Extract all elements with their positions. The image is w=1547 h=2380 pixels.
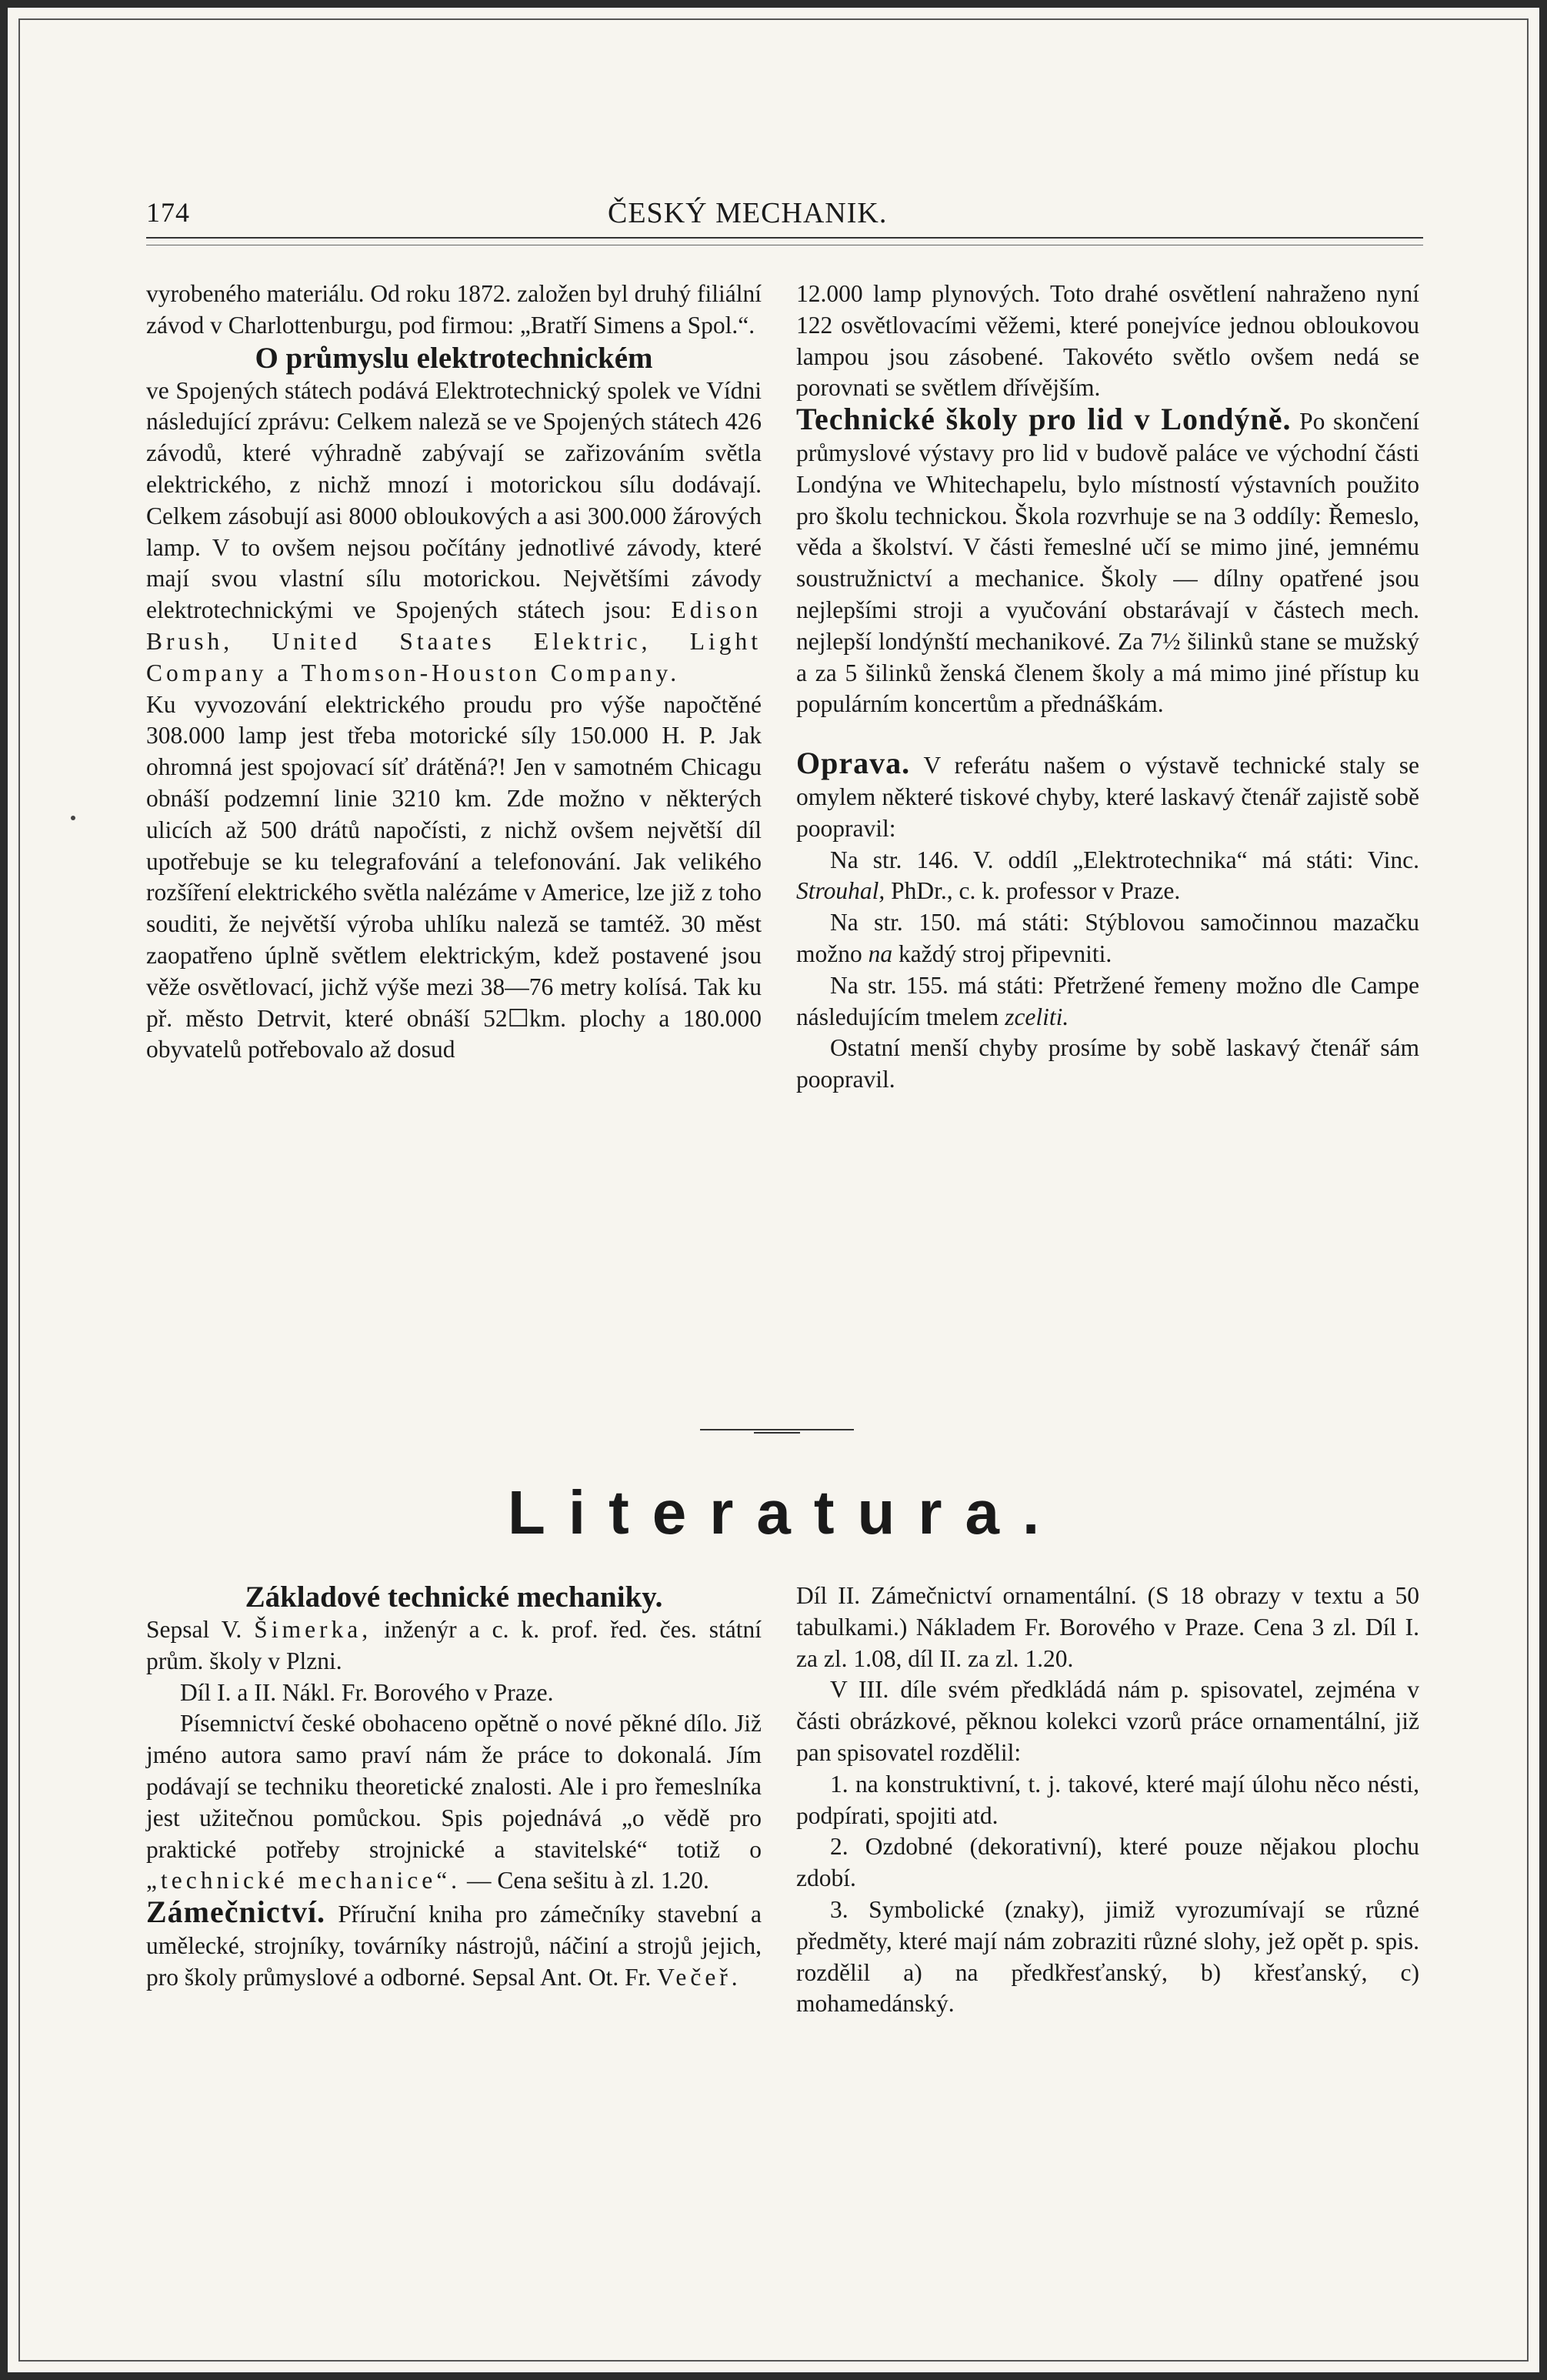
- author-name: Večeř.: [657, 1963, 742, 1991]
- paragraph-text: — Cena sešitu à zl. 1.20.: [466, 1867, 709, 1894]
- paragraph: 12.000 lamp plynových. Toto drahé osvětlení nahraženo nyní 122 osvětlovacími věžemi, které ponejvíce jednou obloukovou lampou jsou zásobené. Takovéto světlo ovšem nedá se porovnati se světlem dřívějším.: [796, 280, 1419, 402]
- book-title: Základové technické mechaniky.: [245, 1581, 663, 1614]
- paragraph-text: Písemnictví české obohaceno opětně o nové pěkné dílo. Již jméno autora samo praví nám že práce to dokonalá. Jím podávají se techniku theoretické znalosti. Ale i pro řemeslníka jest užitečnou pomůckou. Spis pojednává „o vědě pro praktické potřeby strojnické a stavitelské“ totiž o: [146, 1710, 762, 1863]
- section-title: Literatura.: [508, 1478, 1063, 1547]
- paragraph-text: Příruční kniha pro zámečníky stavební a umělecké, strojníky, továrníky nástrojů, náčiní a strojů jejich, pro školy průmyslové a odborné. Sepsal Ant. Ot. Fr.: [146, 1901, 762, 1991]
- page-header: [146, 196, 1423, 242]
- literature-column-right: [796, 1581, 1419, 2020]
- paragraph-text: inženýr a c. k. prof. řed. čes. státní prům. školy v Plzni.: [146, 1616, 762, 1674]
- article-column-left: [146, 279, 762, 1066]
- errata-word: zceliti.: [1005, 1003, 1069, 1030]
- paragraph: Díl I. a II. Nákl. Fr. Borového v Praze.: [180, 1678, 554, 1706]
- list-item: 3. Symbolické (znaky), jimiž vyrozumívají se různé předměty, které mají nám zobraziti různé slohy, jež opět p. spis. rozdělil a) na předkřesťanský, b) křesťanský, c) mohamedánský.: [796, 1895, 1419, 2018]
- errata-heading: Oprava.: [796, 746, 911, 781]
- article-heading: Technické školy pro lid v Londýně.: [796, 402, 1292, 437]
- paragraph-text: Po skončení průmyslové výstavy pro lid v budově paláce ve východní části Londýna ve Whitechapelu, bylo místností výstavních použito pro školu technickou. Škola rozvrhuje se na 3 oddíly: Řemeslo, věda a školství. V části řemeslné učí se mimo jiné, jemnému soustružnictví a mechanice. Školy — dílny opatřené jsou nejlepšími stroji a vyučování obstarávají v částech mech. nejlepší londýnští mechanikové. Za 7½ šilinků stane se mužský a za 5 šilinků ženská členem školy a má mimo jiné přístup ku populárním koncertům a přednáškám.: [796, 408, 1419, 718]
- errata-word: na: [868, 940, 893, 967]
- page-number: 174: [146, 197, 190, 228]
- errata-item: [796, 845, 1419, 908]
- margin-mark: [71, 816, 75, 820]
- paragraph: [146, 1894, 762, 1993]
- literature-column-left: [146, 1581, 762, 1994]
- errata-text: PhDr., c. k. professor v Praze.: [891, 877, 1181, 905]
- paragraph: [146, 1614, 762, 1677]
- header-rule: [146, 237, 1423, 245]
- errata-text: Na str. 155. má státi: Přetržené řemeny možno dle Campe následujícím tmelem: [796, 971, 1419, 1030]
- errata-item: [796, 970, 1419, 1033]
- divider-line: [754, 1432, 800, 1434]
- paragraph: V III. díle svém předkládá nám p. spisovatel, zejména v části obrázkové, pěknou kolekci vzorů práce ornamentální, již pan spisovatel rozdělil:: [796, 1676, 1419, 1766]
- section-divider: [700, 1429, 854, 1434]
- article-column-right: [796, 279, 1419, 1096]
- paragraph-text: ve Spojených státech podává Elektrotechnický spolek ve Vídni následující zprávu: Celkem naleză se ve Spojených státech 426 závodů, které výhradně zabývají se zařizováním světla elektrického, z nichž mnozí i motorickou sílu dodávají. Celkem zásobují asi 8000 obloukových a asi 300.000 žárových lamp. V to ovšem nejsou počítány jednotlivé závody, které mají svou vlastní sílu motorickou. Největšími závody elektrotechnickými ve Spojených státech jsou:: [146, 376, 762, 624]
- author-name: Šimerka,: [254, 1616, 372, 1643]
- errata-item: [796, 907, 1419, 970]
- paragraph: [796, 404, 1419, 720]
- divider-line: [700, 1429, 854, 1430]
- running-title: ČESKÝ MECHANIK.: [608, 197, 888, 229]
- paragraph: [796, 748, 1419, 844]
- paragraph: vyrobeného materiálu. Od roku 1872. založen byl druhý filiální závod v Charlottenburgu, pod firmou: „Bratří Simens a Spol.“.: [146, 280, 762, 339]
- article-heading: O průmyslu elektrotechnickém: [255, 341, 653, 375]
- paragraph: Ku vyvozování elektrického proudu pro výše napočtěné 308.000 lamp jest třeba motorické síly 150.000 H. P. Jak ohromná jest spojovací síť drátěná?! Jen v samotném Chicagu obnáší podzemní linie 3210 km. Zde možno v některých ulicích až 500 drátů napočísti, z nichž ovšem největší díl upotřebuje se ku telegrafování a telefonování. Jak velikého rozšíření elektrického světla nalézáme v Americe, lze již z toho souditi, že největší výroba uhlíku naleză se tamtéž. 30 měst zaopatřeno úplně světlem elektrickým, kdež postavené jsou věže osvětlovací, jichž výše mezi 38—76 metry kolísá. Tak ku př. město Detrvit, které obnáší 52☐km. plochy a 180.000 obyvatelů potřebovalo až dosud: [146, 690, 762, 1063]
- errata-text: Na str. 146. V. oddíl „Elektrotechnika“ má státi: Vinc.: [830, 846, 1419, 873]
- list-item: 1. na konstruktivní, t. j. takové, které mají úlohu něco nésti, podpírati, spojiti atd.: [796, 1770, 1419, 1829]
- company-names: Edison Brush, United Staates Elektric, Light Company a Thomson-Houston Company.: [146, 596, 762, 686]
- errata-text: každý stroj připevniti.: [898, 940, 1112, 967]
- paragraph: [146, 1708, 762, 1897]
- book-title: Zámečnictví.: [146, 1894, 326, 1930]
- paragraph: Ostatní menší chyby prosíme by sobě laskavý čtenář sám poopravil.: [796, 1034, 1419, 1093]
- paragraph-text: V referátu našem o výstavě technické staly se omylem některé tiskové chyby, které laskavý čtenář zajistě sobě poopravil:: [796, 752, 1419, 842]
- list-item: 2. Ozdobné (dekorativní), které pouze nějakou plochu zdobí.: [796, 1833, 1419, 1892]
- paragraph: Díl II. Zámečnictví ornamentální. (S 18 obrazy v textu a 50 tabulkami.) Nákladem Fr. Borového v Praze. Cena 3 zl. Díl I. za zl. 1.08, díl II. za zl. 1.20.: [796, 1582, 1419, 1672]
- errata-name: Strouhal,: [796, 877, 885, 905]
- paragraph: [146, 376, 762, 689]
- paragraph-text: Sepsal V.: [146, 1616, 242, 1643]
- spaced-title: „technické mechanice“.: [146, 1867, 462, 1894]
- errata-text: Na str. 150. má státi: Stýblovou samočinnou mazačku možno: [796, 909, 1419, 967]
